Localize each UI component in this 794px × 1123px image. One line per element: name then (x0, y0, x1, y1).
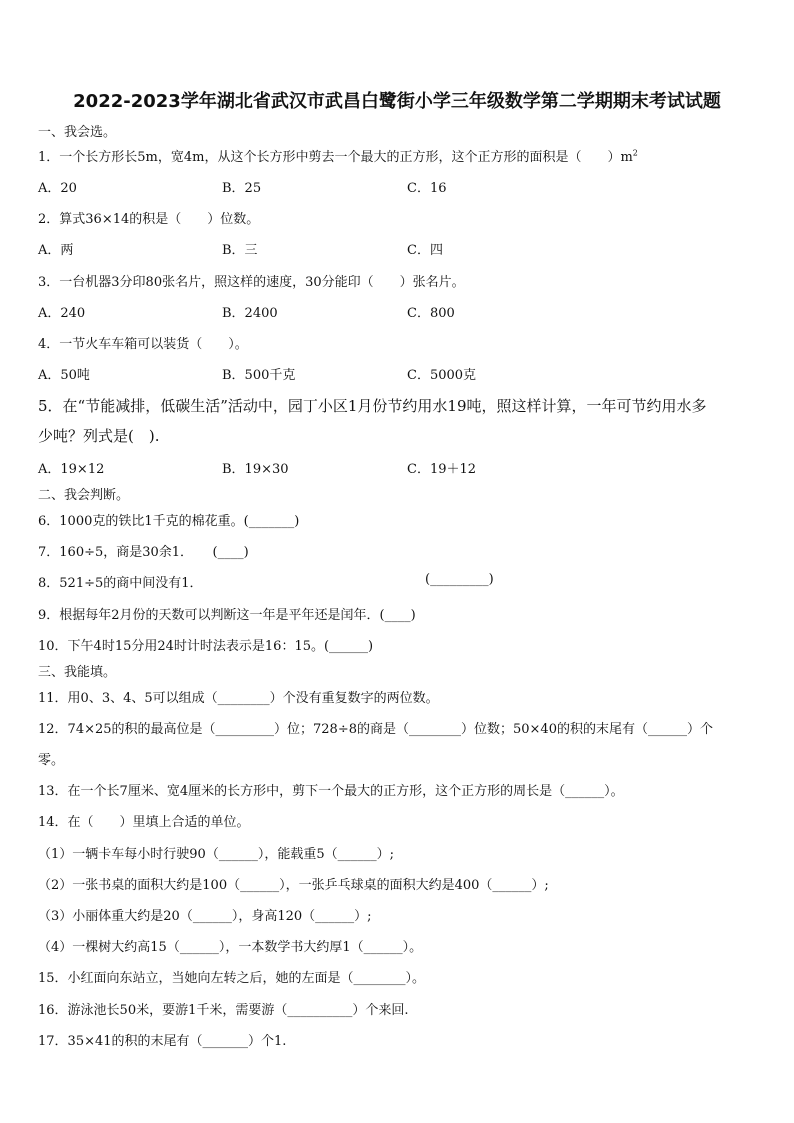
question-14-part-2: （2）一张书桌的面积大约是100（______），一张乒乓球桌的面积大约是400（______）; (38, 878, 549, 893)
question-12-line-1: 12．74×25的积的最高位是（_________）位；728÷8的商是（________）位数；50×40的积的末尾有（______）个 (38, 722, 713, 737)
question-9: 9．根据每年2月份的天数可以判断这一年是平年还是闰年．(____) (38, 608, 416, 623)
question-8: 8．521÷5的商中间没有1． (38, 576, 203, 591)
question-16: 16．游泳池长50米，要游1千米，需要游（__________）个来回. (38, 1003, 409, 1018)
question-7: 7．160÷5，商是30余1． (____) (38, 545, 249, 560)
question-14-part-3: （3）小丽体重大约是20（______），身高120（______）; (38, 909, 372, 924)
question-5-line-2: 少吨？列式是( ). (38, 427, 160, 445)
question-6: 6．1000克的铁比1千克的棉花重。(_______) (38, 514, 300, 529)
q5-option-b: B．19×30 (222, 462, 289, 477)
q5-option-a: A．19×12 (38, 462, 105, 477)
q4-option-a: A．50吨 (38, 368, 90, 383)
question-17: 17．35×41的积的末尾有（_______）个1. (38, 1034, 287, 1049)
question-14: 14．在（ ）里填上合适的单位。 (38, 815, 250, 830)
q2-option-c: C．四 (407, 243, 443, 258)
q4-option-b: B．500千克 (222, 368, 296, 383)
q4-option-c: C．5000克 (407, 368, 477, 383)
question-8-answer-blank[interactable]: (_________) (425, 572, 494, 587)
question-1 (38, 146, 638, 165)
q1-option-a: A．20 (38, 181, 77, 196)
question-12-line-2: 零。 (38, 753, 65, 768)
section-heading-3: 三、我能填。 (38, 665, 117, 680)
section-heading-2: 二、我会判断。 (38, 488, 130, 503)
q3-option-b: B．2400 (222, 306, 278, 321)
question-11: 11．用0、3、4、5可以组成（________）个没有重复数字的两位数。 (38, 691, 439, 706)
page-title: 2022-2023学年湖北省武汉市武昌白鹭街小学三年级数学第二学期期末考试试题 (73, 91, 721, 112)
q2-option-b: B．三 (222, 243, 258, 258)
superscript-2: 2 (632, 148, 638, 158)
q1-option-c: C．16 (407, 181, 447, 196)
q1-option-b: B．25 (222, 181, 262, 196)
question-2: 2．算式36×14的积是（ ）位数。 (38, 212, 260, 227)
question-1-stem: 1．一个长方形长5m，宽4m，从这个长方形中剪去一个最大的正方形，这个正方形的面积是（ ）m (38, 150, 633, 165)
question-14-part-1: （1）一辆卡车每小时行驶90（______），能载重5（______）; (38, 847, 394, 862)
question-10: 10．下午4时15分用24时计时法表示是16：15。(______) (38, 639, 374, 654)
q3-option-a: A．240 (38, 306, 86, 321)
q5-option-c: C．19＋12 (407, 462, 477, 477)
question-14-part-4: （4）一棵树大约高15（______），一本数学书大约厚1（______）。 (38, 940, 423, 955)
question-5-line-1: 5．在“节能减排，低碳生活”活动中，园丁小区1月份节约用水19吨，照这样计算，一年可节约用水多 (38, 397, 707, 415)
q2-option-a: A．两 (38, 243, 74, 258)
q3-option-c: C．800 (407, 306, 455, 321)
section-heading-1: 一、我会选。 (38, 125, 117, 140)
question-4: 4．一节火车车箱可以装货（ ）。 (38, 337, 248, 352)
question-13: 13．在一个长7厘米、宽4厘米的长方形中，剪下一个最大的正方形，这个正方形的周长是（______）。 (38, 784, 624, 799)
question-3: 3．一台机器3分印80张名片，照这样的速度，30分能印（ ）张名片。 (38, 275, 465, 290)
question-15: 15．小红面向东站立，当她向左转之后，她的左面是（________）。 (38, 971, 426, 986)
